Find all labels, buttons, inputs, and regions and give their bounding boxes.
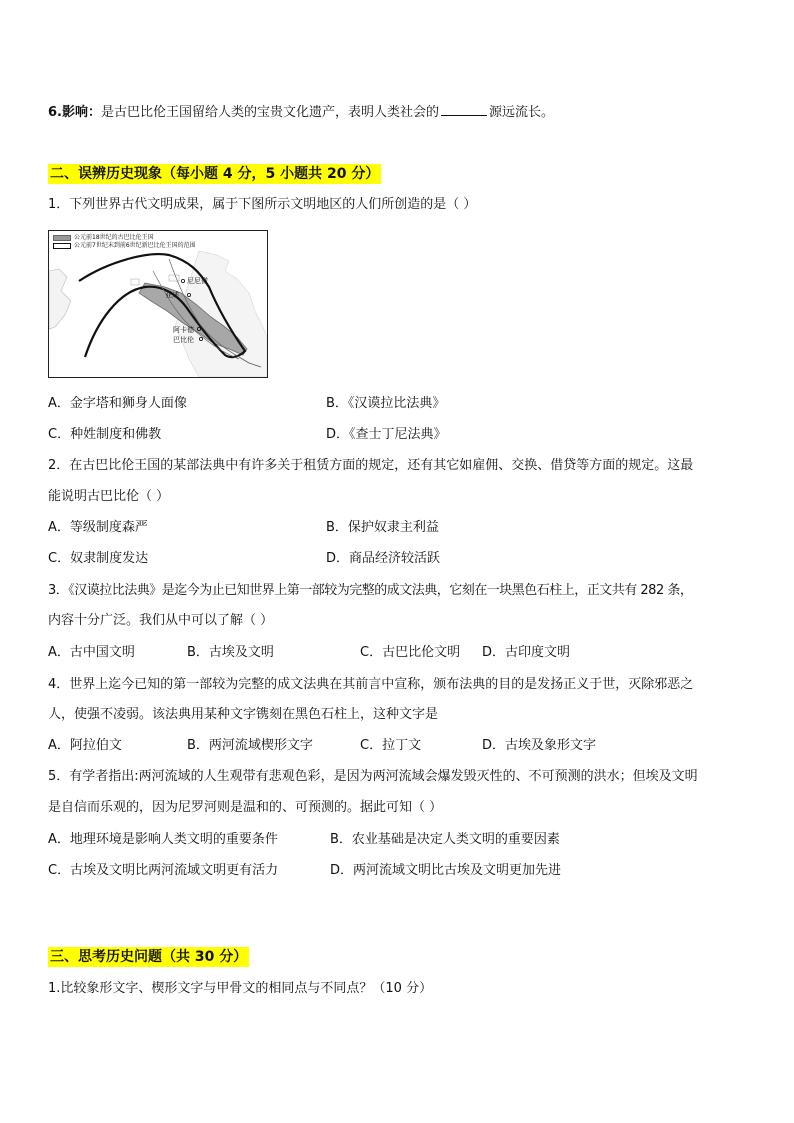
map-graphic bbox=[49, 231, 267, 377]
q5-option-d[interactable]: D．两河流域文明比古埃及文明更加先进 bbox=[330, 863, 562, 878]
question-6-text: 是古巴比伦王国留给人类的宝贵文化遗产，表明人类社会的 bbox=[100, 105, 439, 120]
question-3-line-1: 3．《汉谟拉比法典》是迄今为止已知世界上第一部较为完整的成文法典，它刻在一块黑色石柱上，正文共有 282 条， bbox=[48, 583, 693, 598]
question-5-line-1: 5．有学者指出:两河流域的人生观带有悲观色彩，是因为两河流域会爆发毁灭性的、不可预测的洪水；但埃及文明 bbox=[48, 769, 698, 784]
q3-option-c[interactable]: C．古巴比伦文明 bbox=[360, 645, 461, 660]
q2-option-a[interactable]: A．等级制度森严 bbox=[48, 520, 148, 535]
q4-option-c[interactable]: C．拉丁文 bbox=[360, 738, 422, 753]
question-2-line-2: 能说明古巴比伦（ ） bbox=[48, 489, 170, 504]
map-label-assur: 亚述 bbox=[165, 291, 179, 299]
question-6-label: 6.影响： bbox=[48, 105, 101, 120]
q2-option-c[interactable]: C．奴隶制度发达 bbox=[48, 551, 149, 566]
question-4-line-2: 人，使强不凌弱。该法典用某种文字镌刻在黑色石柱上，这种文字是 bbox=[48, 707, 439, 722]
section-3-title: 三、思考历史问题（共 30 分） bbox=[50, 949, 248, 965]
answer-blank[interactable] bbox=[441, 103, 487, 116]
q3-option-b[interactable]: B．古埃及文明 bbox=[187, 645, 274, 660]
question-1-line-1: 1．下列世界古代文明成果，属于下图所示文明地区的人们所创造的是（ ） bbox=[48, 197, 477, 212]
map-label-babylon: 巴比伦 bbox=[173, 336, 194, 344]
q3-option-d[interactable]: D．古印度文明 bbox=[482, 645, 571, 660]
question-4-line-1: 4．世界上迄今已知的第一部较为完整的成文法典在其前言中宣称，颁布法典的目的是发扬正义于世，灭除邪恶之 bbox=[48, 677, 694, 692]
q1-option-d[interactable]: D．《查士丁尼法典》 bbox=[326, 427, 447, 442]
map-label-akkad: 阿卡德 bbox=[173, 326, 194, 334]
q4-option-a[interactable]: A．阿拉伯文 bbox=[48, 738, 122, 753]
q1-option-a[interactable]: A．金字塔和狮身人面像 bbox=[48, 396, 187, 411]
question-5-line-2: 是自信而乐观的，因为尼罗河则是温和的、可预测的。据此可知（ ） bbox=[48, 800, 443, 815]
question-2-line-1: 2．在古巴比伦王国的某部法典中有许多关于租赁方面的规定，还有其它如雇佣、交换、借贷等方面的规定。这最 bbox=[48, 458, 694, 473]
question-6 bbox=[48, 103, 554, 122]
q1-option-b[interactable]: B．《汉谟拉比法典》 bbox=[326, 396, 446, 411]
map-label-nineveh: 尼尼微 bbox=[187, 277, 208, 285]
legend-item-1: 公元前18世纪的古巴比伦王国 bbox=[74, 234, 154, 241]
q2-option-d[interactable]: D．商品经济较活跃 bbox=[326, 551, 441, 566]
essay-question-1: 1.比较象形文字、楔形文字与甲骨文的相同点与不同点？（10 分） bbox=[48, 981, 433, 996]
q1-option-c[interactable]: C．种姓制度和佛教 bbox=[48, 427, 162, 442]
map-legend bbox=[53, 234, 196, 250]
legend-item-2: 公元前7世纪末到前6世纪新巴比伦王国的范围 bbox=[74, 242, 196, 249]
q3-option-a[interactable]: A．古中国文明 bbox=[48, 645, 135, 660]
q4-option-d[interactable]: D．古埃及象形文字 bbox=[482, 738, 597, 753]
q4-option-b[interactable]: B．两河流域楔形文字 bbox=[187, 738, 313, 753]
q5-option-c[interactable]: C．古埃及文明比两河流域文明更有活力 bbox=[48, 863, 279, 878]
question-3-line-2: 内容十分广泛。我们从中可以了解（ ） bbox=[48, 613, 274, 628]
section-2-title: 二、误辨历史现象（每小题 4 分，5 小题共 20 分） bbox=[50, 166, 380, 182]
babylon-map bbox=[48, 230, 268, 378]
q5-option-b[interactable]: B．农业基础是决定人类文明的重要因素 bbox=[330, 832, 560, 847]
q5-option-a[interactable]: A．地理环境是影响人类文明的重要条件 bbox=[48, 832, 278, 847]
question-6-text-end: 源远流长。 bbox=[489, 105, 555, 120]
q2-option-b[interactable]: B．保护奴隶主利益 bbox=[326, 520, 439, 535]
